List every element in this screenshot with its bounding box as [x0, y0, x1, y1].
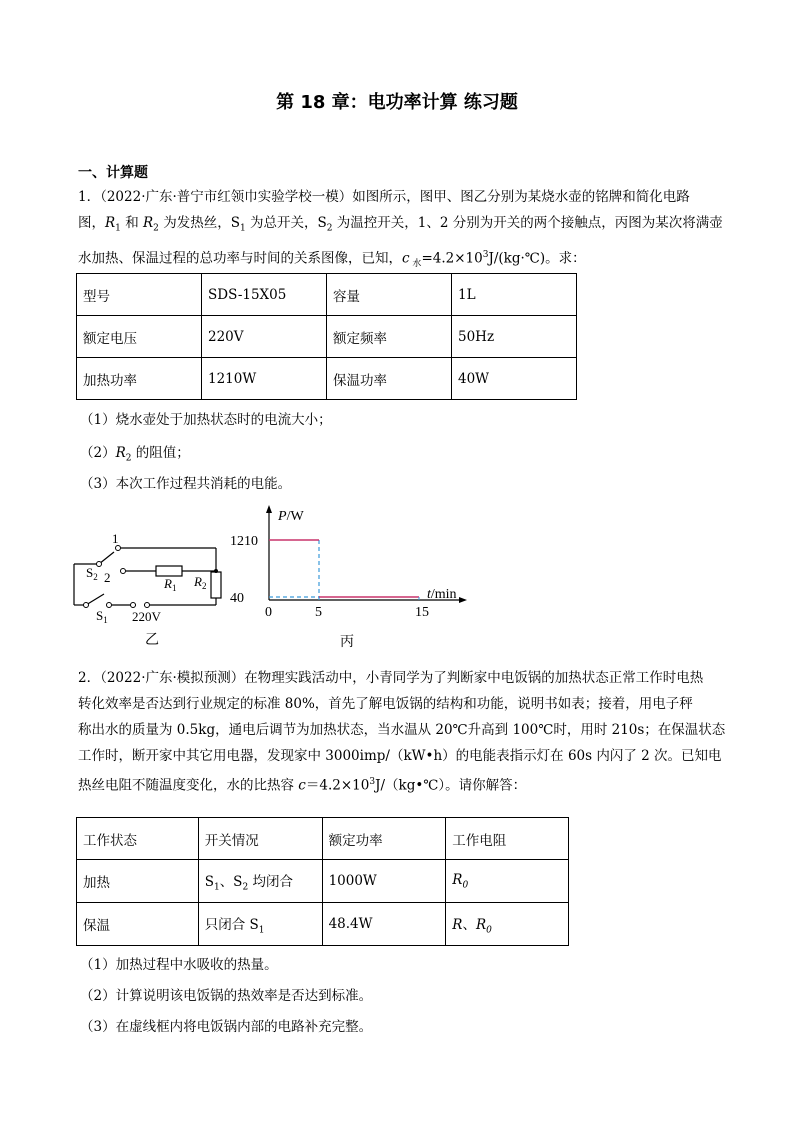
table-cell: 保温功率 [327, 358, 452, 400]
table-header-cell: 工作状态 [77, 818, 199, 860]
x-tick-label: 15 [415, 605, 429, 620]
table-row [77, 274, 577, 316]
problem-2-line-4: 工作时，断开家中其它用电器，发现家中 3000imp/（kW•h）的电能表指示灯在 60s 内闪了 2 次。已知电 [78, 748, 722, 764]
terminal-left [131, 603, 136, 608]
table-cell: 额定频率 [327, 316, 452, 358]
label-contact-1: 1 [112, 531, 119, 546]
table-cell: 220V [202, 316, 327, 358]
problem-2-text [78, 665, 726, 799]
table-header-cell: 开关情况 [198, 818, 322, 860]
kettle-nameplate-table [76, 273, 577, 400]
table-cell: 48.4W [322, 903, 446, 946]
contact-2 [121, 569, 126, 574]
label-r1: $R_1$ [164, 576, 177, 593]
label-s2: $S_2$ [86, 565, 98, 582]
x-tick-label: 0 [265, 605, 272, 620]
table-row [77, 860, 569, 903]
section-heading: 一、计算题 [78, 165, 148, 181]
problem-2-line-5: 热丝电阻不随温度变化，水的比热容 $c=4.2\times 10^3J/(kg•℃)$。请你解答： [78, 777, 527, 794]
switch-s2-pivot [97, 562, 102, 567]
y-tick-label: 40 [230, 591, 244, 606]
table-row [77, 358, 577, 400]
problem-2-question-2: （2）计算说明该电饭锅的热效率是否达到标准。 [80, 988, 373, 1004]
table-row [77, 903, 569, 946]
switch-s1-contact [107, 603, 112, 608]
table-cell: 加热功率 [77, 358, 202, 400]
problem-1-question-2: $(2)R_2$ 的阻值； [80, 445, 190, 464]
problem-2-question-3: （3）在虚线框内将电饭锅内部的电路补充完整。 [80, 1019, 373, 1035]
table-cell: 只闭合 $S_1$ [198, 903, 322, 946]
table-cell: $S_1$、$S_2$ 均闭合 [198, 860, 322, 903]
table-cell: 额定电压 [77, 316, 202, 358]
switch-s1-blade [86, 594, 104, 605]
label-voltage: 220V [132, 609, 161, 624]
table-cell: 40W [452, 358, 577, 400]
resistor-r2 [211, 572, 221, 598]
table-cell: $R_0$ [446, 860, 569, 903]
y-axis-arrow [266, 505, 272, 513]
junction-dot [214, 569, 218, 573]
contact-1 [116, 546, 121, 551]
table-header-row [77, 818, 569, 860]
problem-2-line-1: 2．（2022·广东·模拟预测）在物理实践活动中，小青同学为了判断家中电饭锅的加热状态正常工作时电热 [78, 670, 704, 686]
rice-cooker-table [76, 817, 569, 946]
table-cell: SDS-15X05 [202, 274, 327, 316]
problem-2-line-2: 转化效率是否达到行业规定的标准 80%，首先了解电饭锅的结构和功能，说明书如表；接着，用电子秤 [78, 696, 693, 712]
problem-1-text [78, 184, 723, 277]
table-cell: R、$R_0$ [446, 903, 569, 946]
table-cell: 加热 [77, 860, 199, 903]
table-cell: 容量 [327, 274, 452, 316]
terminal-right [145, 603, 150, 608]
problem-1-question-3: （3）本次工作过程共消耗的电能。 [80, 476, 292, 492]
table-cell: 1000W [322, 860, 446, 903]
label-r2: $R_2$ [194, 574, 207, 591]
circuit-diagram [66, 528, 236, 652]
page-title: 第 18 章：电功率计算 练习题 [276, 92, 518, 113]
problem-1-line-3: 水加热、保温过程的总功率与时间的关系图像，已知，c $_水=4.2\times 10^3J/(kg\cdot℃)$。求： [78, 249, 586, 269]
table-row [77, 316, 577, 358]
switch-s1-pivot [84, 603, 89, 608]
table-cell: 保温 [77, 903, 199, 946]
table-cell: 型号 [77, 274, 202, 316]
problem-1-line-2: 图，$R_1$ 和 $R_2$ 为发热丝，$S_1$ 为总开关，$S_2$ 为温控开关，1、2 分别为开关的两个接触点，丙图为某次将满壶 [78, 215, 723, 234]
figure-caption-bing: 丙 [340, 635, 354, 650]
x-axis-label: t/min [427, 587, 457, 602]
resistor-r1 [156, 566, 182, 576]
problem-1-question-1: （1）烧水壶处于加热状态时的电流大小； [80, 412, 332, 428]
problem-2-question-1: （1）加热过程中水吸收的热量。 [80, 957, 278, 973]
x-axis-arrow [459, 597, 467, 603]
label-contact-2: 2 [104, 570, 111, 585]
table-cell: 1210W [202, 358, 327, 400]
table-header-cell: 工作电阻 [446, 818, 569, 860]
y-axis-label: P/W [278, 509, 304, 524]
x-tick-label: 5 [315, 605, 322, 620]
table-header-cell: 额定功率 [322, 818, 446, 860]
power-time-chart [226, 500, 476, 652]
table-cell: 50Hz [452, 316, 577, 358]
problem-2-line-3: 称出水的质量为 0.5kg，通电后调节为加热状态，当水温从 20℃升高到 100℃时，用时 210s；在保温状态 [78, 722, 726, 738]
table-cell: 1L [452, 274, 577, 316]
label-s1: $S_1$ [96, 608, 108, 625]
y-tick-label: 1210 [230, 534, 258, 549]
problem-1-line-1: 1．（2022·广东·普宁市红领巾实验学校一模）如图所示，图甲、图乙分别为某烧水壶的铭牌和简化电路 [78, 189, 690, 205]
figure-caption-yi: 乙 [145, 633, 159, 648]
